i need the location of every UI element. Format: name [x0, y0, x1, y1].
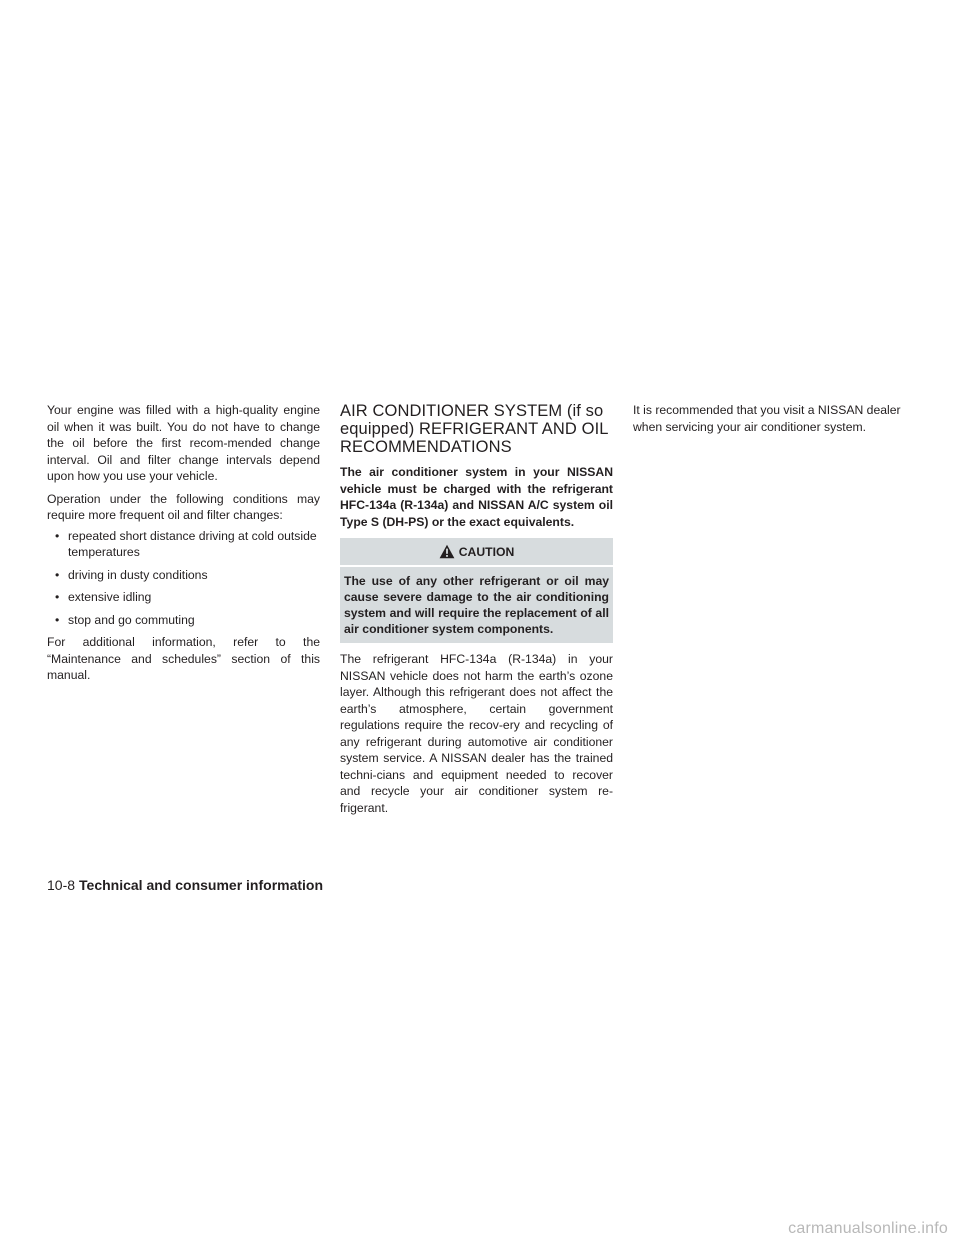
conditions-list: [47, 528, 320, 629]
section-heading: AIR CONDITIONER SYSTEM (if so equipped) REFRIGERANT AND OIL RECOMMENDATIONS: [340, 402, 608, 456]
caution-box: [340, 538, 613, 643]
right-column: [633, 402, 906, 435]
warning-triangle-icon: [439, 544, 455, 559]
caution-header: [340, 544, 613, 567]
list-item: • driving in dusty conditions: [55, 567, 320, 584]
page-number: 10-8: [47, 877, 76, 893]
left-column: [47, 402, 320, 684]
engine-oil-paragraph: Your engine was filled with a high-quality engine oil when it was built. You do not have to change the oil before the first recom-mended change interval. Oil and filter change intervals depend upon how you use your vehicle.: [47, 403, 320, 483]
refrigerant-body-paragraph: The refrigerant HFC-134a (R-134a) in your NISSAN vehicle does not harm the earth’s ozone layer. Although this refrigerant does not affect the earth’s atmosphere, certain government regulations require the recov-ery and recycling of any refrigerant during automotive air conditioner system service. A NISSAN dealer has the trained techni-cians and equipment needed to recover and recycle your air conditioner system re-frigerant.: [340, 652, 613, 815]
refrigerant-lead-paragraph: The air conditioner system in your NISSAN vehicle must be charged with the refrigerant HFC-134a (R-134a) and NISSAN A/C system oil Type S (DH-PS) or the exact equivalents.: [340, 465, 613, 529]
additional-info-paragraph: For additional information, refer to the “Maintenance and schedules” section of this manual.: [47, 635, 320, 682]
middle-column: [340, 402, 613, 816]
dealer-recommendation-paragraph: It is recommended that you visit a NISSAN dealer when servicing your air conditioner system.: [633, 403, 901, 434]
list-item: • repeated short distance driving at cold outside temperatures: [55, 528, 320, 561]
watermark: carmanualsonline.info: [788, 1220, 948, 1237]
conditions-intro-paragraph: Operation under the following conditions may require more frequent oil and filter changes:: [47, 491, 320, 522]
page-footer: [47, 877, 323, 893]
caution-title: CAUTION: [458, 544, 515, 559]
section-title: Technical and consumer information: [79, 877, 324, 893]
list-item: • extensive idling: [55, 589, 320, 606]
caution-text: The use of any other refrigerant or oil may cause severe damage to the air conditioning system and will require the replacement of all air conditioner system components.: [344, 574, 609, 636]
list-item: • stop and go commuting: [55, 612, 320, 629]
